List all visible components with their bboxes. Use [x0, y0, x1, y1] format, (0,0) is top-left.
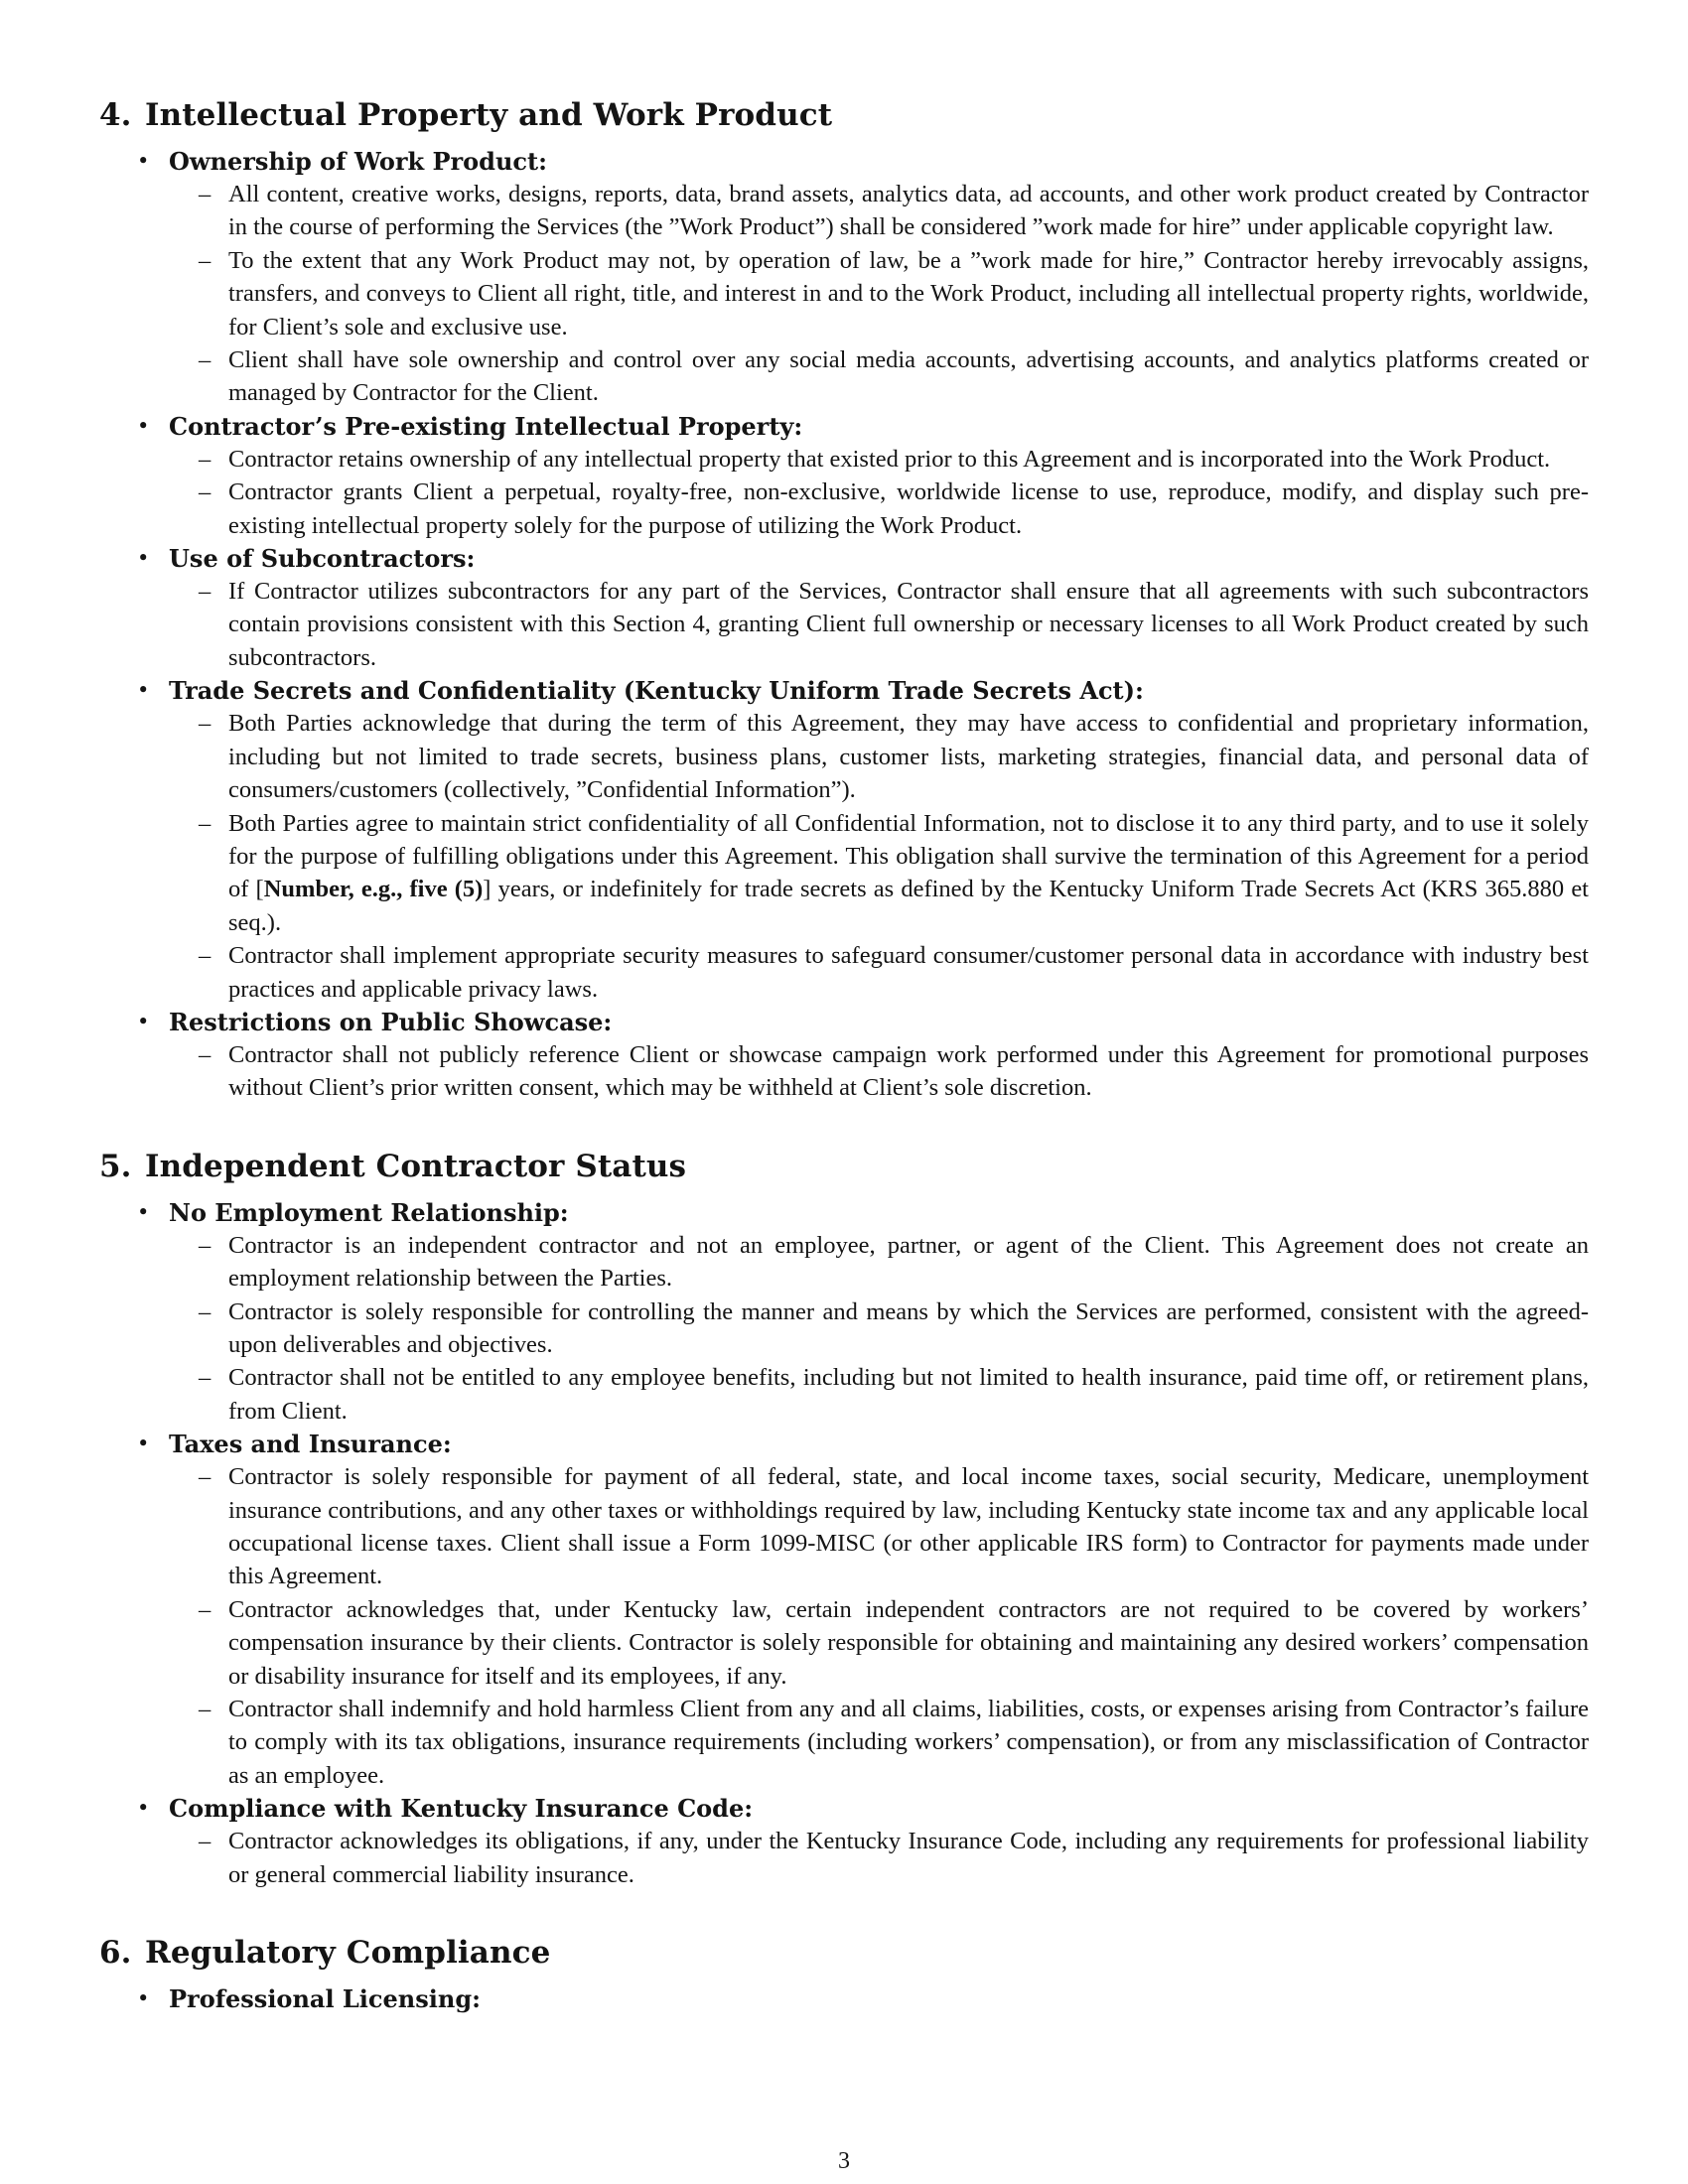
dash-icon: – — [199, 478, 211, 506]
clause-point — [169, 1038, 1589, 1105]
clause-title: No Employment Relationship: — [169, 1197, 569, 1227]
clause-item — [99, 1982, 1589, 2015]
section-item-list — [99, 145, 1589, 1105]
clause-item — [99, 410, 1589, 542]
point-text: To the extent that any Work Product may not, by operation of law, be a ”work made for hire,” Contractor hereby irrevocably assigns, transfers, and conveys to Client all right, title, and interest in and to the Work Product, including all intellectual property rights, worldwide, for Client’s sole and exclusive use. — [228, 246, 1589, 341]
clause-point-list — [169, 1038, 1589, 1105]
section-number: 5. — [99, 1148, 132, 1184]
clause-point — [169, 1229, 1589, 1296]
section-heading — [99, 93, 1589, 137]
clause-point-list — [169, 707, 1589, 1006]
clause-point — [169, 1693, 1589, 1792]
clause-point — [169, 343, 1589, 410]
point-text: Contractor grants Client a perpetual, royalty-free, non-exclusive, worldwide license to use, reproduce, modify, and display such pre-existing intellectual property solely for the purpose of utilizing the Work Product. — [228, 478, 1589, 539]
clause-item — [99, 542, 1589, 674]
point-text: Contractor shall not be entitled to any employee benefits, including but not limited to health insurance, paid time off, or retirement plans, from Client. — [228, 1364, 1589, 1425]
clause-title: Restrictions on Public Showcase: — [169, 1007, 613, 1036]
clause-point-list — [169, 443, 1589, 542]
clause-point — [169, 939, 1589, 1006]
point-placeholder: Number, e.g., five (5) — [263, 876, 484, 903]
section-title: Intellectual Property and Work Product — [145, 97, 833, 133]
dash-icon: – — [199, 1463, 211, 1491]
clause-point — [169, 244, 1589, 343]
point-text: Contractor is solely responsible for payment of all federal, state, and local income taxes, social security, Medicare, unemployment insurance contributions, and any other taxes or withholdings required by law, including Kentucky state income tax and any applicable local occupational license taxes. Client shall issue a Form 1099-MISC (or other applicable IRS form) to Contractor for payments made under this Agreement. — [228, 1463, 1589, 1590]
clause-item — [99, 1196, 1589, 1428]
clause-point-list — [169, 178, 1589, 410]
clause-point-list — [169, 1825, 1589, 1891]
clause-point — [169, 1460, 1589, 1593]
clause-title: Contractor’s Pre-existing Intellectual Property: — [169, 411, 803, 441]
section-5 — [99, 1145, 1589, 1891]
document-body — [99, 93, 1589, 2015]
dash-icon: – — [199, 1828, 211, 1855]
bullet-icon: • — [137, 678, 150, 703]
dash-icon: – — [199, 1231, 211, 1259]
dash-icon: – — [199, 942, 211, 970]
point-text: Contractor acknowledges that, under Kentucky law, certain independent contractors are not required to be covered by workers’ compensation insurance by their clients. Contractor is solely responsible for obtaining and maintaining any desired workers’ compensation or disability insurance for itself and its employees, if any. — [228, 1595, 1589, 1690]
point-text: Both Parties agree to maintain strict confidentiality of all Confidential Information, not to disclose it to any third party, and to use it solely for the purpose of fulfilling obligations under this Agreement. This obligation shall survive the termination of this Agreement for a period of [ — [228, 809, 1589, 903]
dash-icon: – — [199, 246, 211, 274]
dash-icon: – — [199, 1696, 211, 1723]
clause-title: Trade Secrets and Confidentiality (Kentucky Uniform Trade Secrets Act): — [169, 676, 1144, 706]
clause-item — [99, 674, 1589, 1006]
section-title: Regulatory Compliance — [145, 1935, 551, 1972]
section-number: 4. — [99, 97, 132, 133]
dash-icon: – — [199, 1595, 211, 1623]
dash-icon: – — [199, 1364, 211, 1392]
clause-item — [99, 1006, 1589, 1105]
point-text: Contractor is solely responsible for controlling the manner and means by which the Services are performed, consistent with the agreed-upon deliverables and objectives. — [228, 1297, 1589, 1358]
dash-icon: – — [199, 710, 211, 738]
clause-item — [99, 1428, 1589, 1792]
point-text: Client shall have sole ownership and control over any social media accounts, advertising accounts, and analytics platforms created or managed by Contractor for the Client. — [228, 346, 1589, 407]
clause-point-list — [169, 575, 1589, 674]
clause-title: Use of Subcontractors: — [169, 544, 476, 574]
point-text: Both Parties acknowledge that during the term of this Agreement, they may have access to confidential and proprietary information, including but not limited to trade secrets, business plans, customer lists, marketing strategies, financial data, and personal data of consumers/customers (collectively, ”Confidential Information”). — [228, 710, 1589, 804]
clause-point — [169, 1825, 1589, 1891]
section-item-list — [99, 1196, 1589, 1891]
dash-icon: – — [199, 445, 211, 473]
point-text: Contractor acknowledges its obligations, if any, under the Kentucky Insurance Code, including any requirements for professional liability or general commercial liability insurance. — [228, 1828, 1589, 1888]
point-text: Contractor shall implement appropriate security measures to safeguard consumer/customer personal data in accordance with industry best practices and applicable privacy laws. — [228, 942, 1589, 1003]
clause-point — [169, 1296, 1589, 1362]
bullet-icon: • — [137, 1796, 150, 1821]
section-4 — [99, 93, 1589, 1105]
clause-point-list — [169, 1229, 1589, 1428]
section-heading — [99, 1145, 1589, 1188]
clause-point — [169, 443, 1589, 476]
point-text: Contractor shall not publicly reference Client or showcase campaign work performed under this Agreement for promotional purposes without Client’s prior written consent, which may be withheld at Client’s sole discretion. — [228, 1040, 1589, 1102]
clause-point — [169, 476, 1589, 542]
section-heading — [99, 1931, 1589, 1975]
dash-icon: – — [199, 809, 211, 837]
point-text: ] years, or indefinitely for trade secrets as defined by the Kentucky Uniform Trade Secrets Act (KRS 365.880 et seq.). — [228, 876, 1589, 936]
bullet-icon: • — [137, 1432, 150, 1456]
section-title: Independent Contractor Status — [145, 1148, 687, 1184]
clause-title: Compliance with Kentucky Insurance Code: — [169, 1794, 754, 1824]
bullet-icon: • — [137, 149, 150, 173]
section-6 — [99, 1931, 1589, 2015]
clause-point-list — [169, 1460, 1589, 1792]
clause-point — [169, 707, 1589, 806]
dash-icon: – — [199, 1040, 211, 1068]
clause-point — [169, 1361, 1589, 1428]
clause-point — [169, 575, 1589, 674]
bullet-icon: • — [137, 1009, 150, 1033]
point-text: If Contractor utilizes subcontractors for any part of the Services, Contractor shall ensure that all agreements with such subcontractors contain provisions consistent with this Section 4, granting Client full ownership or necessary licenses to all Work Product created by such subcontractors. — [228, 578, 1589, 671]
dash-icon: – — [199, 1297, 211, 1325]
dash-icon: – — [199, 181, 211, 207]
point-text: Contractor retains ownership of any intellectual property that existed prior to this Agreement and is incorporated into the Work Product. — [228, 445, 1551, 473]
bullet-icon: • — [137, 1986, 150, 2011]
clause-item — [99, 1792, 1589, 1891]
dash-icon: – — [199, 346, 211, 374]
clause-title: Taxes and Insurance: — [169, 1430, 452, 1459]
clause-point — [169, 1593, 1589, 1693]
section-item-list — [99, 1982, 1589, 2015]
section-number: 6. — [99, 1935, 132, 1972]
bullet-icon: • — [137, 1199, 150, 1224]
point-text: Contractor shall indemnify and hold harmless Client from any and all claims, liabilities, costs, or expenses arising from Contractor’s failure to comply with its tax obligations, insurance requirements (including workers’ compensation), or from any misclassification of Contractor as an employee. — [228, 1696, 1589, 1789]
bullet-icon: • — [137, 546, 150, 571]
point-text: All content, creative works, designs, reports, data, brand assets, analytics data, ad accounts, and other work product created by Contractor in the course of performing the Services (the ”Work Product”) shall be considered ”work made for hire” under applicable copyright law. — [228, 181, 1589, 241]
bullet-icon: • — [137, 413, 150, 438]
clause-point — [169, 178, 1589, 244]
point-text: Contractor is an independent contractor and not an employee, partner, or agent of the Client. This Agreement does not create an employment relationship between the Parties. — [228, 1231, 1589, 1293]
page-number: 3 — [838, 2148, 850, 2174]
clause-title: Ownership of Work Product: — [169, 147, 547, 176]
clause-title: Professional Licensing: — [169, 1984, 481, 2014]
clause-item — [99, 145, 1589, 410]
clause-point — [169, 807, 1589, 940]
dash-icon: – — [199, 578, 211, 606]
